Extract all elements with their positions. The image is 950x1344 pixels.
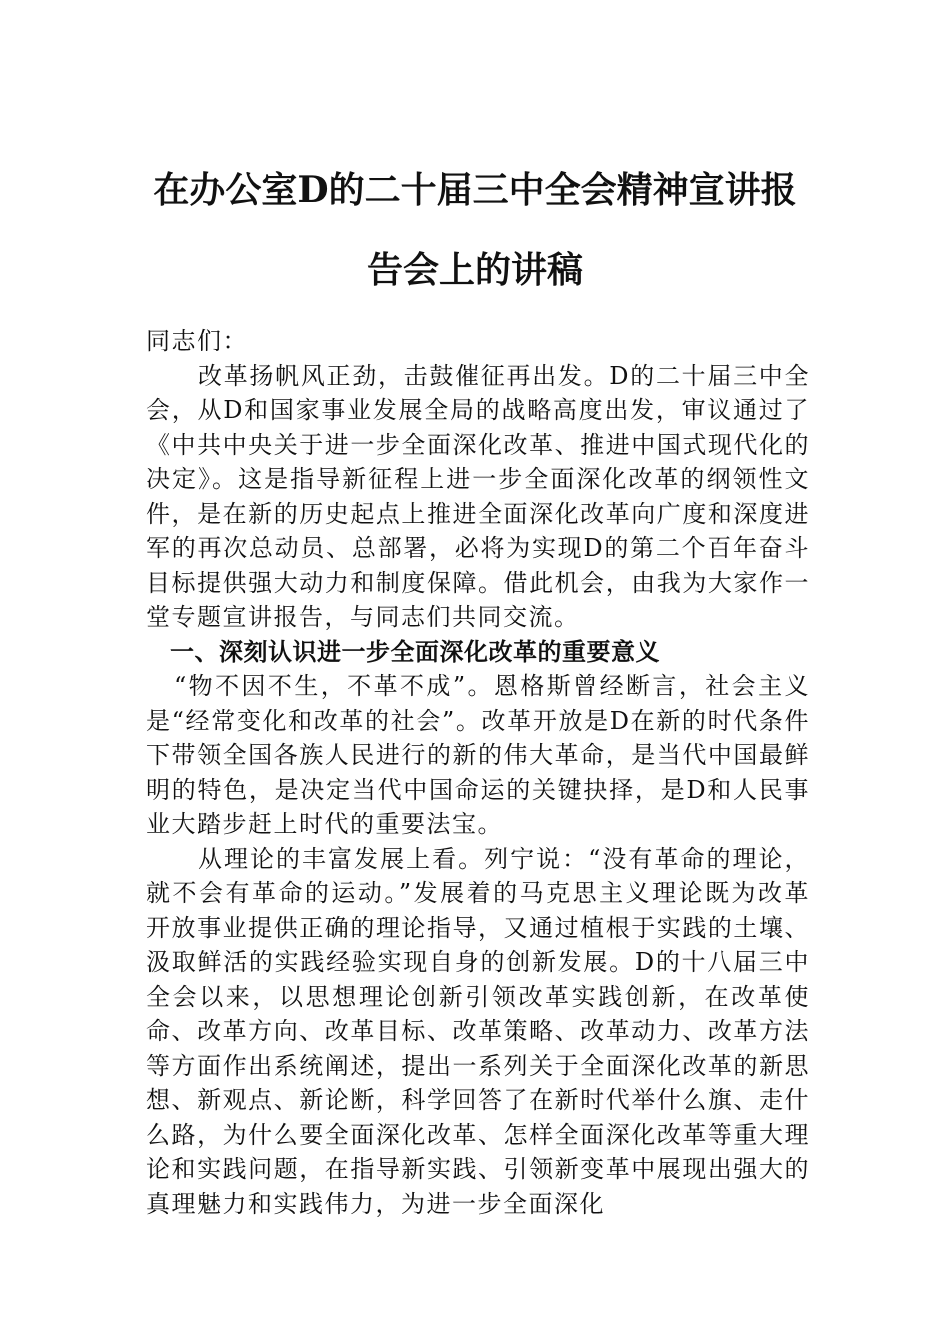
section-paragraph-1: “物不因不生，不革不成”。恩格斯曾经断言，社会主义是“经常变化和改革的社会”。改革开放是D在新的时代条件下带领全国各族人民进行的新的伟大革命，是当代中国最鲜明的特色，是决定当代中国命运的关键抉择，是D和人民事业大踏步赶上时代的重要法宝。 — [146, 672, 810, 838]
greeting: 同志们： — [146, 327, 248, 355]
document-title — [130, 150, 820, 310]
intro-paragraph: 改革扬帆风正劲，击鼓催征再出发。D的二十届三中全会，从D和国家事业发展全局的战略高度出发，审议通过了《中共中央关于进一步全面深化改革、推进中国式现代化的决定》。这是指导新征程上进一步全面深化改革的纲领性文件，是在新的历史起点上推进全面深化改革向广度和深度进军的再次总动员、总部署，必将为实现D的第二个百年奋斗目标提供强大动力和制度保障。借此机会，由我为大家作一堂专题宣讲报告，与同志们共同交流。 — [146, 361, 810, 631]
title-line-2: 告会上的讲稿 — [366, 249, 583, 291]
document-body — [146, 324, 810, 1221]
title-line-1: 在办公室D的二十届三中全会精神宣讲报 — [153, 169, 797, 211]
section-heading: 一、深刻认识进一步全面深化改革的重要意义 — [170, 637, 660, 666]
section-paragraph-2: 从理论的丰富发展上看。列宁说：“没有革命的理论，就不会有革命的运动。”发展着的马克思主义理论既为改革开放事业提供正确的理论指导，又通过植根于实践的土壤、汲取鲜活的实践经验实现自身的创新发展。D的十八届三中全会以来，以思想理论创新引领改革实践创新，在改革使命、改革方向、改革目标、改革策略、改革动力、改革方法等方面作出系统阐述，提出一系列关于全面深化改革的新思想、新观点、新论断，科学回答了在新时代举什么旗、走什么路，为什么要全面深化改革、怎样全面深化改革等重大理论和实践问题，在指导新实践、引领新变革中展现出强大的真理魅力和实践伟力，为进一步全面深化 — [146, 844, 810, 1218]
